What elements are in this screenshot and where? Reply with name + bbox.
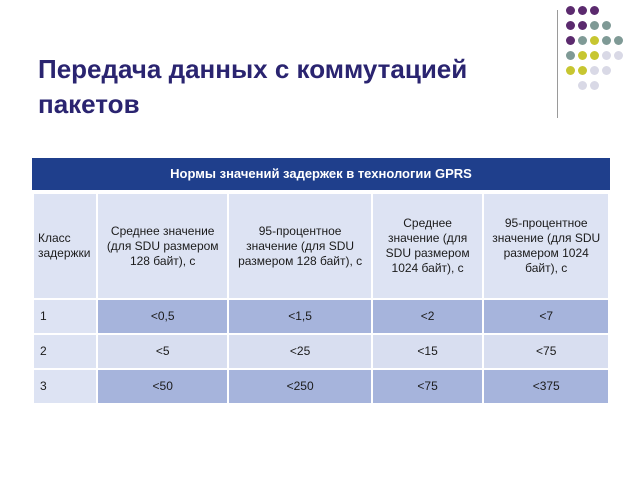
decorative-dot (602, 21, 611, 30)
table-cell: <15 (372, 334, 484, 369)
table-cell: 2 (33, 334, 97, 369)
decorative-dot (602, 36, 611, 45)
decorative-dot (590, 21, 599, 30)
table-cell: <375 (483, 369, 609, 404)
table-cell: <2 (372, 299, 484, 334)
decorative-dot (590, 81, 599, 90)
decorative-dot (566, 21, 575, 30)
table-cell: 3 (33, 369, 97, 404)
decorative-dot (566, 36, 575, 45)
header-cell-class: Класс задержки (33, 193, 97, 299)
table-cell: 1 (33, 299, 97, 334)
decorative-dot (590, 51, 599, 60)
table-cell: <0,5 (97, 299, 228, 334)
header-cell-avg-128: Среднее значение (для SDU размером 128 байт), с (97, 193, 228, 299)
decorative-dot (590, 66, 599, 75)
header-cell-avg-1024: Среднее значение (для SDU размером 1024 байт), с (372, 193, 484, 299)
table-cell: <250 (228, 369, 371, 404)
decorative-dot (614, 36, 623, 45)
table-cell: <25 (228, 334, 371, 369)
decorative-dot (566, 51, 575, 60)
table-cell: <75 (483, 334, 609, 369)
decorative-dot (578, 21, 587, 30)
decorative-dot (578, 36, 587, 45)
header-cell-p95-1024: 95-процентное значение (для SDU размером 1024 байт), с (483, 193, 609, 299)
table-row (33, 369, 609, 404)
title-divider (557, 10, 558, 118)
table-row (33, 299, 609, 334)
decorative-dot (566, 6, 575, 15)
table-cell: <1,5 (228, 299, 371, 334)
decorative-dot (590, 6, 599, 15)
table-caption: Нормы значений задержек в технологии GPRS (32, 158, 610, 190)
decorative-dot (566, 66, 575, 75)
header-cell-p95-128: 95-процентное значение (для SDU размером 128 байт), с (228, 193, 371, 299)
table-cell: <5 (97, 334, 228, 369)
table-cell: <50 (97, 369, 228, 404)
table-cell: <75 (372, 369, 484, 404)
decorative-dot (578, 6, 587, 15)
decorative-dot-grid (566, 6, 636, 106)
decorative-dot (578, 51, 587, 60)
slide-title: Передача данных с коммутацией пакетов (38, 54, 468, 119)
decorative-dot (578, 66, 587, 75)
decorative-dot (578, 81, 587, 90)
delay-grid (32, 192, 610, 405)
table-cell: <7 (483, 299, 609, 334)
decorative-dot (614, 51, 623, 60)
decorative-dot (590, 36, 599, 45)
decorative-dot (602, 51, 611, 60)
decorative-dot (602, 66, 611, 75)
delay-table (32, 158, 610, 398)
header-row (33, 193, 609, 299)
table-row (33, 334, 609, 369)
